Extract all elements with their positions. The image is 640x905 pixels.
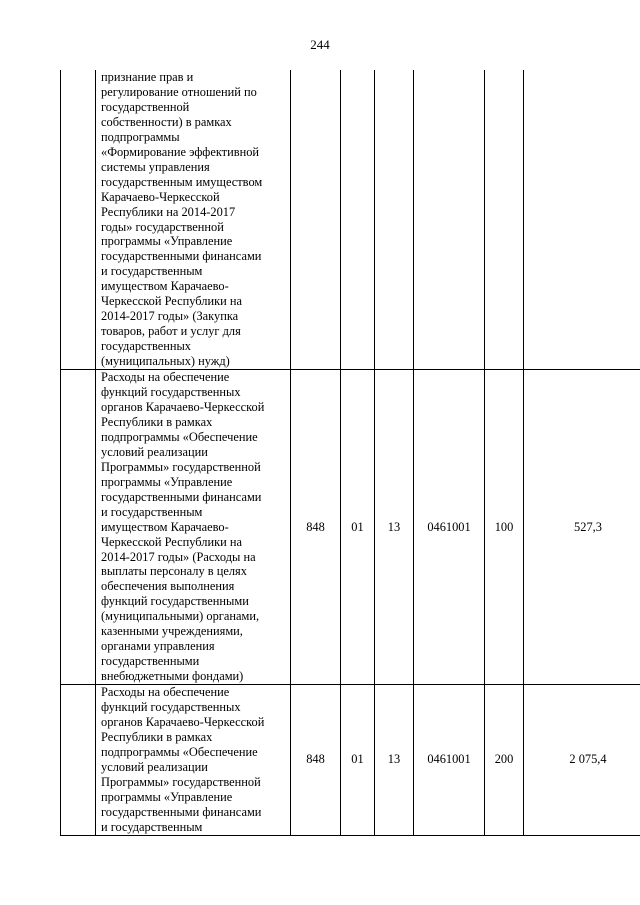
expense-name-text: признание прав и регулирование отношений по государственной собственности) в рамках подпрограммы «Формирование эффективной системы управления государственным имуществом Карачаево-Черкесской Республики на 2014-2017 годы» государственной программы «Управление государственными финансами и государственным имуществом Карачаево- Черкесской Республики на 2014-2017 годы» (Закупка товаров, работ и услуг для государственных (муниципальных) нужд) (101, 70, 263, 369)
subsection-cell: 13 (375, 370, 414, 685)
row-number-cell (61, 370, 96, 685)
expense-name-cell (96, 685, 291, 836)
section-cell: 01 (341, 370, 375, 685)
expense-name-cell (96, 370, 291, 685)
expense-type-cell: 200 (485, 685, 524, 836)
table-row (61, 685, 640, 836)
page-number: 244 (310, 37, 330, 52)
table-row (61, 370, 640, 685)
row-number-cell (61, 685, 96, 836)
target-item-cell: 0461001 (414, 685, 485, 836)
ministry-code-cell: 848 (291, 685, 341, 836)
target-item-cell (414, 70, 485, 370)
row-number-cell (61, 70, 96, 370)
ministry-code-cell (291, 70, 341, 370)
expense-name-cell (96, 70, 291, 370)
budget-table (60, 70, 640, 836)
expense-type-cell (485, 70, 524, 370)
amount-cell: 2 075,4 (524, 685, 640, 836)
expense-name-text: Расходы на обеспечение функций государственных органов Карачаево-Черкесской Республики в рамках подпрограммы «Обеспечение условий реализации Программы» государственной программы «Управление государственными финансами и государственным (101, 685, 265, 834)
expense-name-text: Расходы на обеспечение функций государственных органов Карачаево-Черкесской Республики в рамках подпрограммы «Обеспечение условий реализации Программы» государственной программы «Управление государственными финансами и государственным имуществом Карачаево- Черкесской Республики на 2014-2017 годы» (Расходы на выплаты персоналу в целях обеспечения выполнения функций государственными (муниципальными) органами, казенными учреждениями, органами управления государственными внебюджетными фондами) (101, 370, 265, 684)
amount-cell (524, 70, 640, 370)
section-cell: 01 (341, 685, 375, 836)
table-row (61, 70, 640, 370)
amount-cell: 527,3 (524, 370, 640, 685)
subsection-cell: 13 (375, 685, 414, 836)
target-item-cell: 0461001 (414, 370, 485, 685)
section-cell (341, 70, 375, 370)
subsection-cell (375, 70, 414, 370)
expense-type-cell: 100 (485, 370, 524, 685)
ministry-code-cell: 848 (291, 370, 341, 685)
